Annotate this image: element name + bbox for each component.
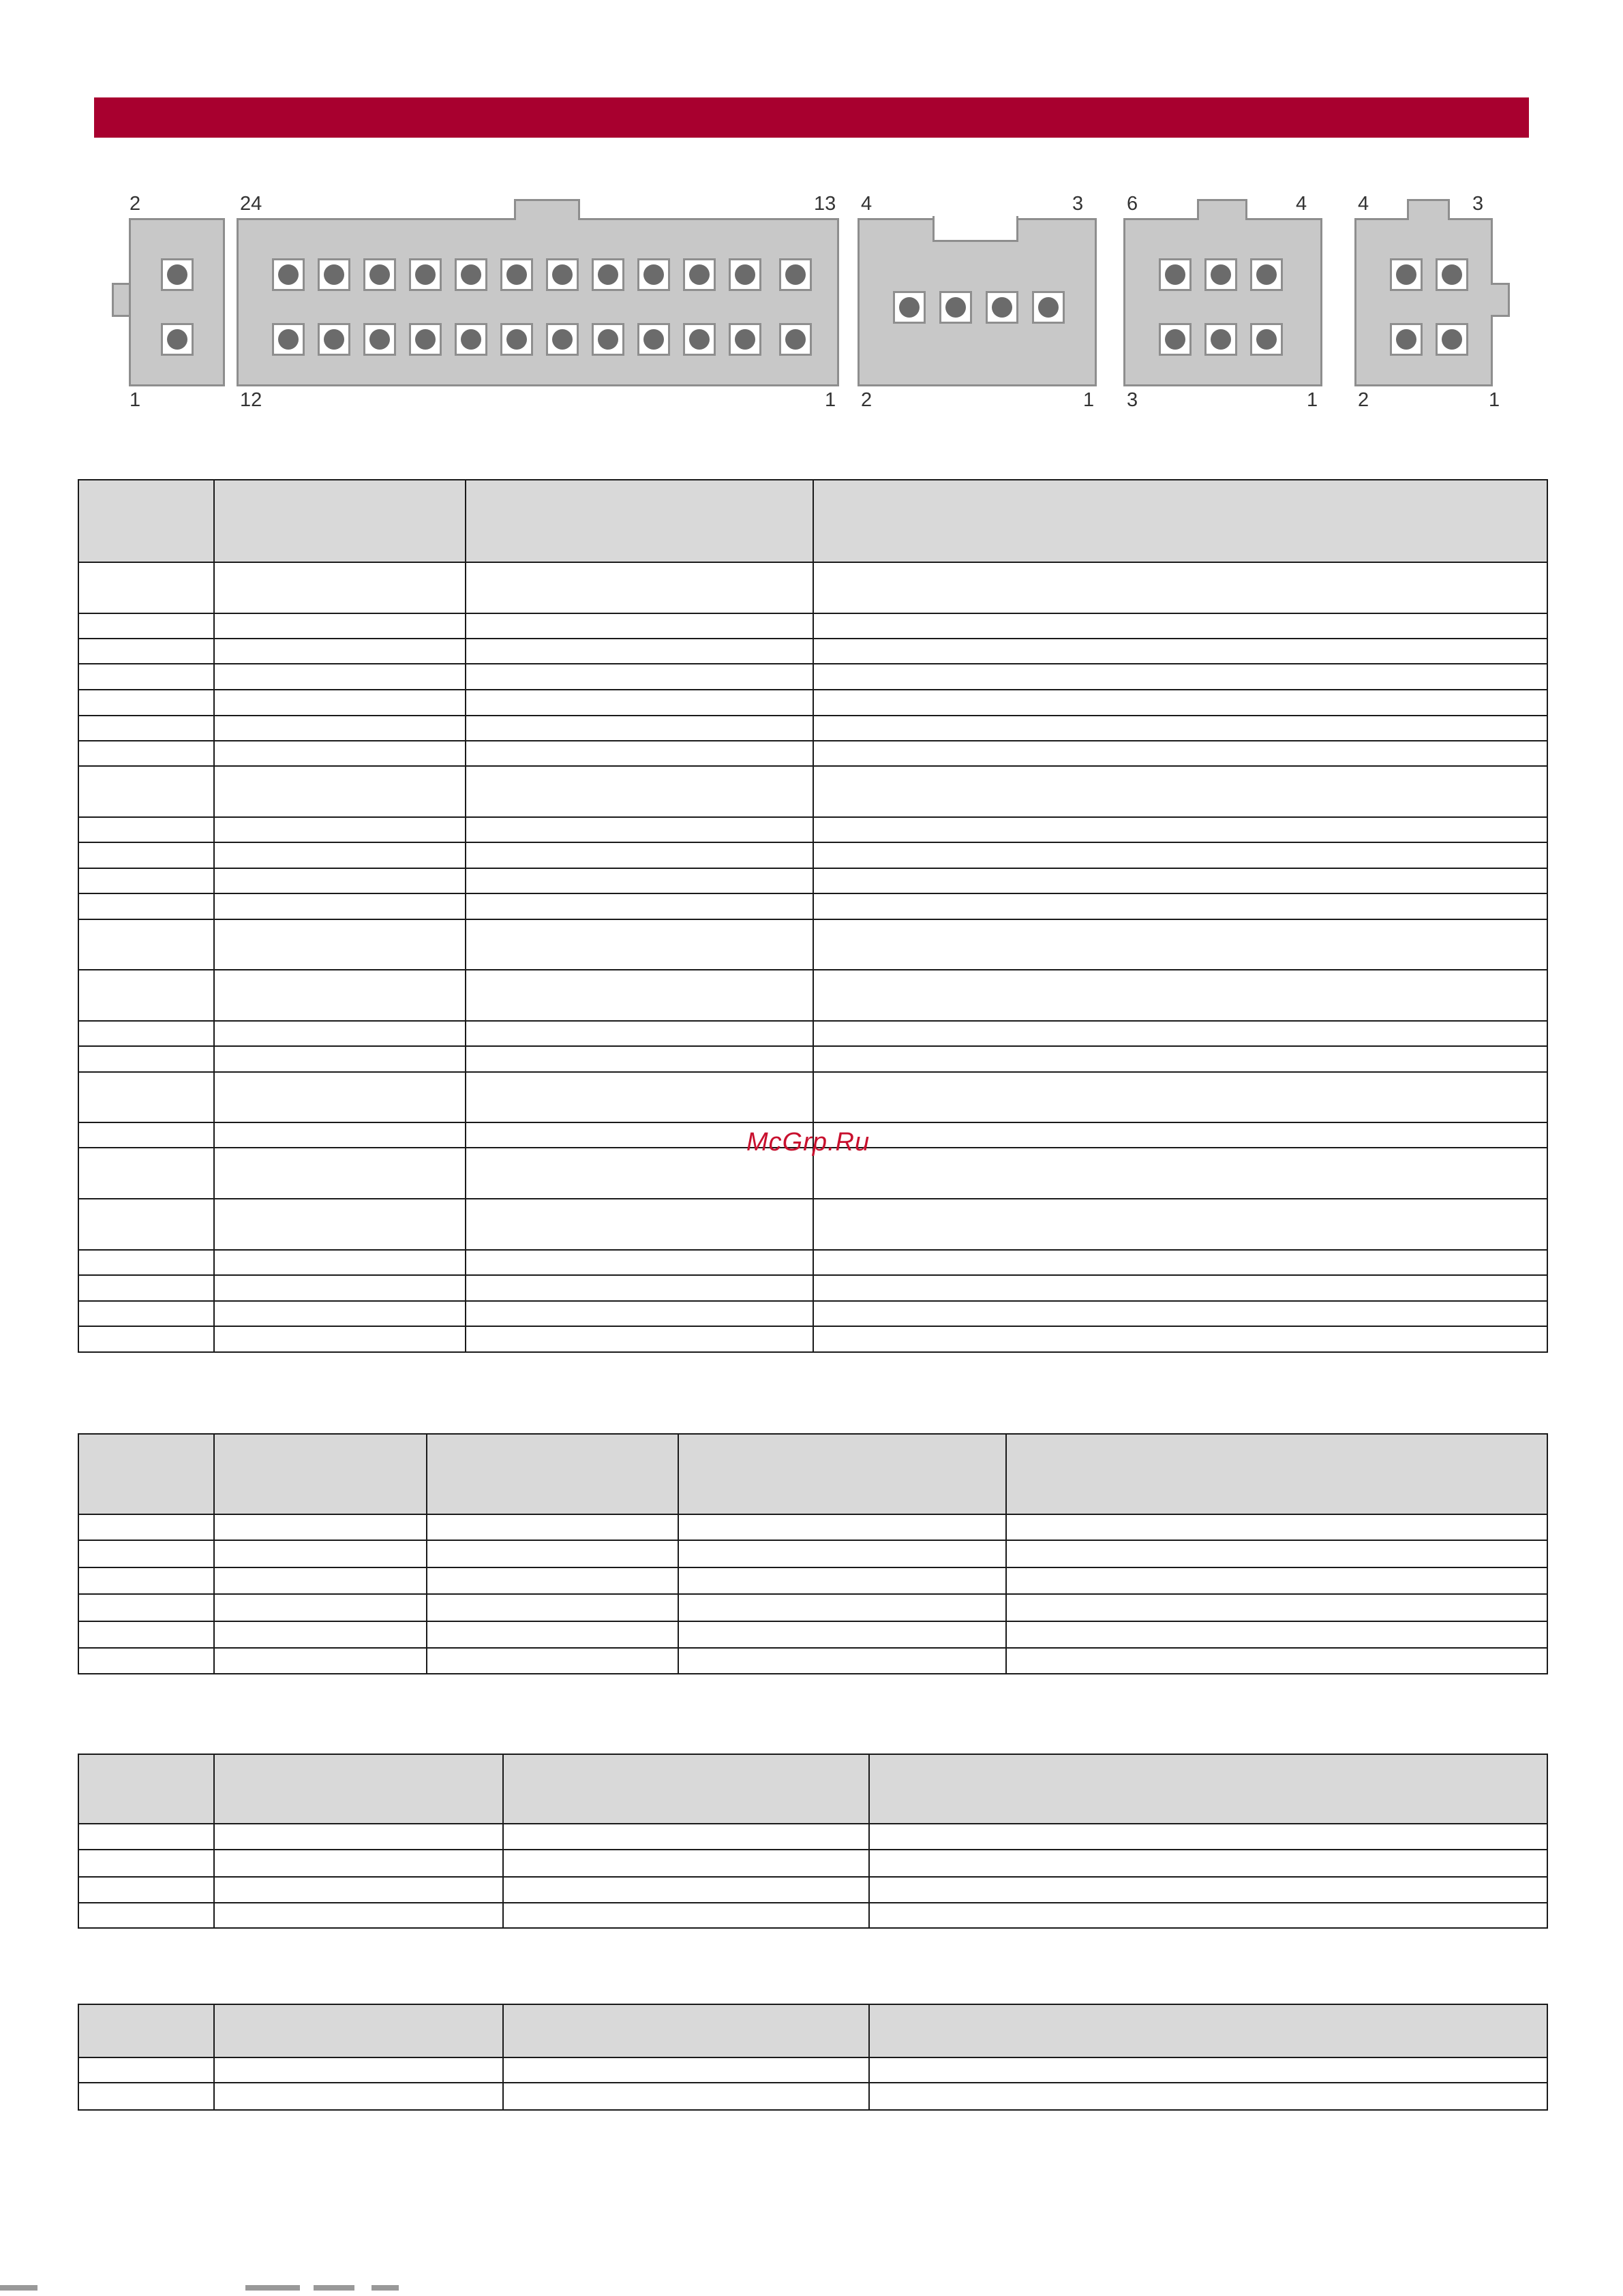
pin bbox=[637, 258, 670, 291]
table-row bbox=[78, 639, 1547, 664]
pin bbox=[592, 258, 624, 291]
table-row bbox=[78, 766, 1547, 817]
table-header-row bbox=[78, 1754, 1547, 1824]
table-row bbox=[78, 562, 1547, 613]
connector-tab bbox=[1491, 283, 1510, 317]
table-row bbox=[78, 842, 1547, 868]
pin bbox=[1436, 258, 1468, 291]
table-row bbox=[78, 1199, 1547, 1250]
table-row bbox=[78, 716, 1547, 741]
pin bbox=[1159, 323, 1192, 356]
pin bbox=[455, 258, 487, 291]
table-row bbox=[78, 893, 1547, 919]
connector-key bbox=[1407, 199, 1450, 220]
pin-label: 1 bbox=[130, 389, 141, 411]
pin bbox=[1032, 291, 1065, 324]
pin-label: 24 bbox=[240, 193, 262, 215]
pin bbox=[161, 323, 194, 356]
pin bbox=[893, 291, 926, 324]
table-header-row bbox=[78, 480, 1547, 562]
pin bbox=[683, 258, 716, 291]
table-row bbox=[78, 690, 1547, 716]
table-header-row bbox=[78, 1434, 1547, 1514]
pin bbox=[409, 258, 442, 291]
table-row bbox=[78, 817, 1547, 842]
pin bbox=[546, 258, 579, 291]
table-row bbox=[78, 1301, 1547, 1326]
table-row bbox=[78, 741, 1547, 766]
pin-label: 2 bbox=[130, 193, 141, 215]
pin bbox=[1390, 323, 1423, 356]
watermark: McGrp.Ru bbox=[746, 1128, 870, 1157]
connector-housing bbox=[129, 218, 225, 386]
table-row bbox=[78, 1540, 1547, 1567]
table-row bbox=[78, 1250, 1547, 1275]
pin-label: 3 bbox=[1472, 193, 1484, 215]
pin bbox=[318, 323, 350, 356]
pin bbox=[363, 323, 396, 356]
pin bbox=[986, 291, 1018, 324]
table-row bbox=[78, 1903, 1547, 1928]
pin-table-24pin bbox=[78, 479, 1548, 1353]
table-row bbox=[78, 970, 1547, 1021]
table-row bbox=[78, 2057, 1547, 2083]
pin bbox=[363, 258, 396, 291]
pin-label: 13 bbox=[814, 193, 836, 215]
pin-table-4pin-square bbox=[78, 2004, 1548, 2111]
table-row bbox=[78, 1046, 1547, 1072]
pin-label: 1 bbox=[1307, 389, 1318, 411]
pin-label: 2 bbox=[861, 389, 873, 411]
table-row bbox=[78, 1877, 1547, 1903]
pin-label: 2 bbox=[1358, 389, 1369, 411]
table-row bbox=[78, 868, 1547, 893]
pin-label: 12 bbox=[240, 389, 262, 411]
header-banner bbox=[94, 97, 1529, 138]
pin-table-6pin bbox=[78, 1433, 1548, 1674]
table-row bbox=[78, 2083, 1547, 2110]
pin bbox=[455, 323, 487, 356]
pin-label: 3 bbox=[1072, 193, 1084, 215]
table-row bbox=[78, 1648, 1547, 1674]
pin bbox=[409, 323, 442, 356]
connector-tab bbox=[112, 283, 131, 317]
table-row bbox=[78, 1594, 1547, 1621]
table-row bbox=[78, 1275, 1547, 1301]
table-row bbox=[78, 1072, 1547, 1122]
table-row bbox=[78, 1326, 1547, 1352]
pin bbox=[1204, 323, 1237, 356]
pin bbox=[1436, 323, 1468, 356]
connector-key bbox=[932, 216, 1018, 242]
pin bbox=[318, 258, 350, 291]
connector-key bbox=[1197, 199, 1247, 220]
pin-label: 4 bbox=[1358, 193, 1369, 215]
table-row bbox=[78, 919, 1547, 970]
pin-label: 1 bbox=[1489, 389, 1500, 411]
pin-label: 1 bbox=[1083, 389, 1095, 411]
connector-key bbox=[514, 199, 580, 220]
pin bbox=[779, 323, 812, 356]
table-row bbox=[78, 1850, 1547, 1877]
pin bbox=[161, 258, 194, 291]
table-row bbox=[78, 613, 1547, 639]
table-row bbox=[78, 664, 1547, 690]
pin bbox=[683, 323, 716, 356]
footer-cut-text bbox=[0, 2280, 436, 2296]
pin bbox=[500, 258, 533, 291]
pin bbox=[729, 258, 761, 291]
pin-label: 4 bbox=[861, 193, 873, 215]
table-header-row bbox=[78, 2004, 1547, 2057]
pin-label: 6 bbox=[1127, 193, 1138, 215]
table-row bbox=[78, 1621, 1547, 1648]
pin-label: 3 bbox=[1127, 389, 1138, 411]
pin bbox=[1390, 258, 1423, 291]
pin bbox=[500, 323, 533, 356]
pin bbox=[546, 323, 579, 356]
pin bbox=[1204, 258, 1237, 291]
pin bbox=[272, 258, 305, 291]
pin bbox=[1250, 323, 1283, 356]
pin bbox=[729, 323, 761, 356]
pin bbox=[1159, 258, 1192, 291]
connector-housing bbox=[1354, 218, 1493, 386]
connector-housing bbox=[237, 218, 839, 386]
connector-housing bbox=[1123, 218, 1322, 386]
pin bbox=[272, 323, 305, 356]
pin bbox=[592, 323, 624, 356]
pin bbox=[637, 323, 670, 356]
table-row bbox=[78, 1021, 1547, 1046]
pin bbox=[779, 258, 812, 291]
table-row bbox=[78, 1514, 1547, 1540]
pin-table-4pin-row bbox=[78, 1754, 1548, 1929]
table-row bbox=[78, 1567, 1547, 1594]
pin-label: 4 bbox=[1296, 193, 1307, 215]
pin bbox=[1250, 258, 1283, 291]
pin bbox=[939, 291, 972, 324]
pin-label: 1 bbox=[825, 389, 836, 411]
table-row bbox=[78, 1824, 1547, 1850]
